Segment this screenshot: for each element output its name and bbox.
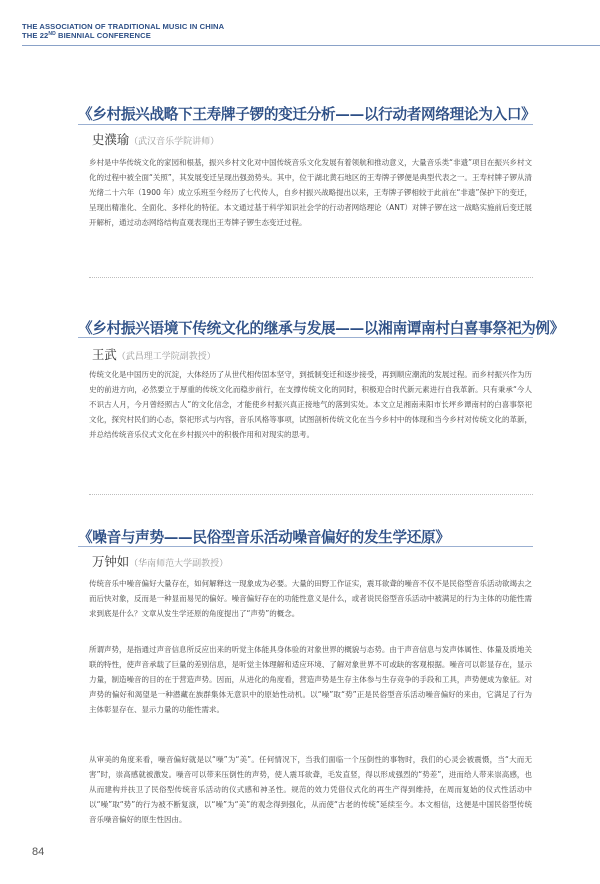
article-3-paragraph-3: 从审美的角度来看，噪音偏好就是以“噪”为“美”。任何情况下，当我们面临一个压倒性的事物时，我们的心灵会被震慑，当“大而无害”时，崇高感就被激发。噪音可以带来压倒性的声势，使人震耳欲聋，毛发直竖，得以形成强烈的“势差”，进而给人带来崇高感，也从而建构并扶卫了民俗型传统音乐活动的仪式感和神圣性。规范的效力凭借仪式化的再生产得到维持，在周而复始的仪式性活动中以“噪”取“势”的行为被不断复演，以“噪”为“美”的观念得到强化，从而使“古老的传统”延续至今。本文相信，这便是中国民俗型传统音乐噪音偏好的原生性因由。	[89, 755, 532, 824]
article-2-separator	[89, 494, 533, 495]
header-divider	[22, 45, 600, 46]
article-1-author-line	[92, 130, 219, 148]
article-1-affiliation: （武汉音乐学院讲师）	[129, 137, 220, 147]
article-2-title: 《乡村振兴语境下传统文化的继承与发展——以湘南谭南村白喜事祭祀为例》	[78, 320, 564, 337]
article-1-paragraph-1: 乡村是中华传统文化的家园和根基，振兴乡村文化对中国传统音乐文化发展有着领航和推动意义，大量音乐类“非遗”项目在振兴乡村文化的过程中被全面“关照”，其发展变迁呈现出强劲势头。其中，位于湖北黄石地区的王寿牌子锣便是典型代表之一。王寿村牌子锣从清光绪二十六年（1900 年）成立乐班至今经历了七代传人，自乡村振兴战略提出以来，王寿牌子锣相较于此前在“非遗”保护下的变迁，呈现出精准化、全面化、多样化的特征。本文通过基于科学知识社会学的行动者网络理论（ANT）对牌子锣在这一战略实施前后变迁展开解析，通过动态网络结构直观表现出王寿牌子锣生态变迁过程。	[89, 158, 532, 227]
article-1-author: 史濮瑜	[92, 132, 130, 147]
article-1-title-rule	[78, 124, 533, 125]
article-3-paragraph-2: 所谓声势，是指通过声音信息所反应出来的听觉主体能具身体验的对象世界的概貌与态势。由于声音信息与发声体属性、体量及质地关联的特性，使声音承载了巨量的差别信息，是听觉主体理解和适应环境、了解对象世界不可或缺的客观根据。噪音可以彰显存在，显示力量，制造噪音的目的在于营造声势。因而，从进化的角度看，营造声势是生存主体参与生存竞争的手段和工具，声势便成为象征。对声势的偏好和渴望是一种潜藏在族群集体无意识中的原始性动机。以“噪”取“势”正是民俗型音乐活动噪音偏好的来由，它满足了行为主体彰显存在、显示力量的功能性需求。	[89, 645, 532, 714]
article-3-author-line	[92, 552, 228, 570]
article-2-title-rule	[78, 337, 533, 338]
article-3-author: 万钟如	[92, 554, 130, 569]
article-3-paragraph-1: 传统音乐中噪音偏好大量存在，如何解释这一现象成为必要。大量的田野工作证实，震耳欲聋的噪音不仅不是民俗型音乐活动欲竭去之而后快对象，反而是一种显而易见的偏好。噪音偏好存在的功能性意义是什么，或者说民俗型音乐活动中被满足的行为主体的功能性需求到底是什么？文章从发生学还原的角度提出了“声势”的概念。	[89, 579, 532, 618]
article-2-author: 王武	[92, 347, 117, 362]
page-number: 84	[32, 846, 45, 858]
header-line-1: THE ASSOCIATION OF TRADITIONAL MUSIC IN CHINA	[22, 22, 225, 31]
article-3-affiliation: （华南师范大学副教授）	[129, 559, 229, 569]
article-3-title-rule	[78, 546, 533, 547]
article-2-paragraph-1: 传统文化是中国历史的沉淀，大体经历了从世代相传固本坚守，到抵制变迁和逐步接受，再到顺应潮流的发展过程。而乡村振兴作为历史的前进方向，必然要立于厚重的传统文化而稳步前行，在支撑传统文化的同时，积极迎合时代新元素进行自我革新。只有秉承“今人不识古人月，今月曾经照古人”的文化信念，才能使乡村振兴真正接地气的落到实处。本文立足湘南耒阳市长坪乡谭南村的白喜事祭祀文化，探究村民们的心态，祭祀形式与内容，音乐风格等事项，试图剖析传统文化在当今乡村中的体现和当今乡村对传统文化的革新，并总结传统音乐仪式文化在乡村振兴中的积极作用和对现实的思考。	[89, 370, 532, 439]
article-1-separator	[89, 277, 533, 278]
article-2-author-line	[92, 345, 216, 363]
article-3-title: 《噪音与声势——民俗型音乐活动噪音偏好的发生学还原》	[78, 529, 450, 546]
header-line-2: THE 22ND BIENNIAL CONFERENCE	[22, 31, 151, 40]
conference-header	[22, 22, 224, 40]
article-2-affiliation: （武昌理工学院副教授）	[116, 352, 216, 362]
article-1-title: 《乡村振兴战略下王寿牌子锣的变迁分析——以行动者网络理论为入口》	[78, 106, 536, 123]
